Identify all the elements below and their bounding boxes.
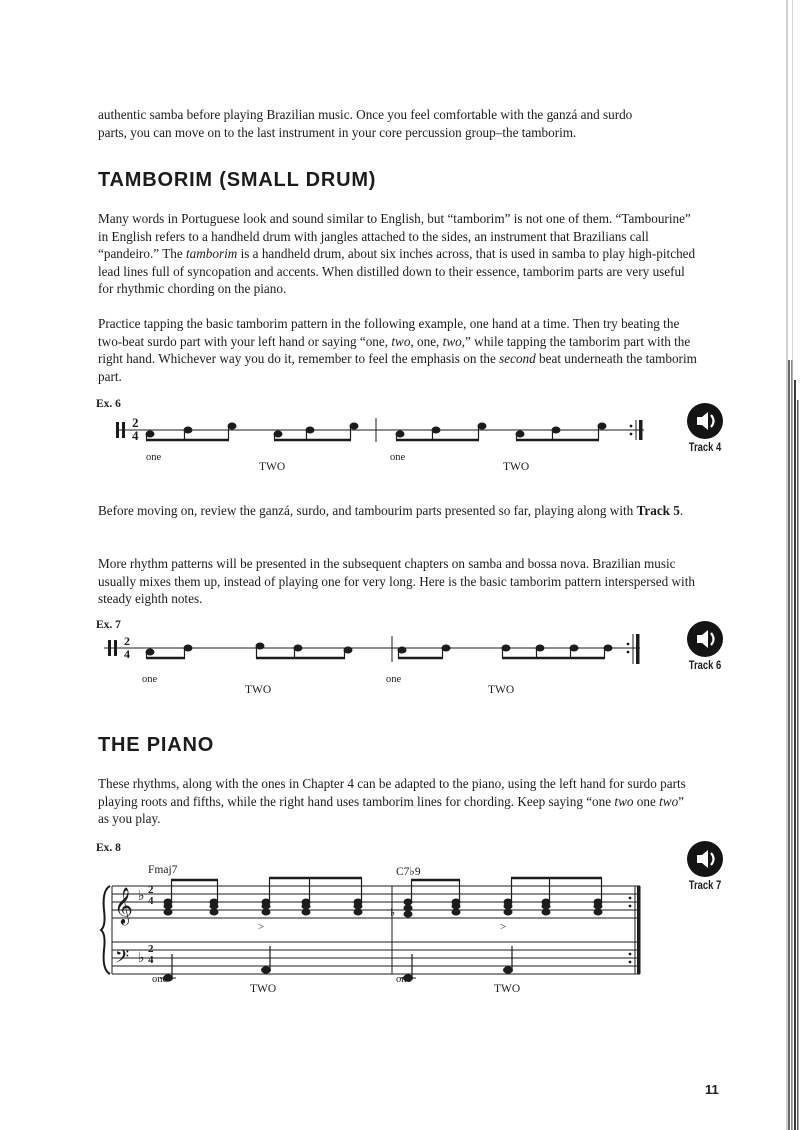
rhythm-patterns-paragraph: More rhythm patterns will be presented in the subsequent chapters on samba and bossa nova. Brazilian music usually mixes them up, instead of playing one for very long. Here is the basic tamborim pattern interspersed with steady eighth notes.	[98, 556, 695, 607]
example-7-label: Ex. 7	[96, 619, 121, 631]
track-6-label: Track 6	[688, 660, 722, 672]
treble-clef-icon: 𝄞	[114, 886, 133, 924]
speaker-icon	[686, 620, 724, 658]
text-run: Practice tapping the basic tamborim pattern in the following example, one hand at a time. Then try beating the two-beat surdo part with your left hand or saying “one,	[98, 316, 680, 349]
count-two: TWO	[503, 461, 530, 473]
treble-staff	[112, 886, 640, 918]
intro-line-1: authentic samba before playing Brazilian music. Once you feel comfortable with the ganzá and surdo	[98, 107, 633, 122]
tamborim-pattern-measure-4	[516, 423, 606, 440]
track-reference: Track 5	[636, 503, 680, 518]
count-two: TWO	[250, 983, 277, 995]
count-one: one	[142, 674, 158, 685]
tamborim-pattern-measure-1	[146, 423, 236, 440]
emphasis-text: two	[614, 793, 634, 809]
flat-icon: ♭	[138, 950, 145, 966]
speaker-icon	[686, 840, 724, 878]
time-signature-top: 2	[124, 634, 130, 648]
page-edge-decoration	[766, 0, 800, 1130]
count-two: TWO	[259, 461, 286, 473]
count-one: one	[152, 974, 168, 985]
flat-icon: ♭	[138, 888, 145, 904]
piano-paragraph	[98, 775, 698, 828]
tamborim-pattern-measure-1	[146, 643, 352, 658]
track-6-indicator	[680, 620, 730, 672]
emphasis-text: tamborim	[186, 246, 238, 262]
count-one: one	[146, 452, 162, 463]
text-run: Before moving on, review the ganzá, surdo, and tambourim parts presented so far, playing along with	[98, 503, 637, 518]
track-4-label: Track 4	[688, 442, 722, 454]
example-6-label: Ex. 6	[96, 398, 121, 410]
track-4-indicator	[680, 402, 730, 454]
text-run: one	[633, 793, 660, 809]
emphasis-text: second	[499, 351, 536, 367]
intro-line-2: parts, you can move on to the last instrument in your core percussion group–the tamborim.	[98, 125, 577, 140]
count-two: TWO	[488, 684, 515, 696]
emphasis-text: two	[442, 333, 462, 349]
emphasis-text: two	[391, 333, 411, 349]
time-signature-bottom: 4	[124, 647, 130, 661]
track-7-label: Track 7	[688, 880, 722, 892]
time-signature-top: 2	[148, 884, 154, 896]
time-signature-top: 2	[132, 415, 139, 430]
time-signature-bottom: 4	[132, 428, 139, 443]
section-heading-tamborim: TAMBORIM (SMALL DRUM)	[98, 169, 377, 191]
right-hand-chords-measure-1	[164, 878, 362, 915]
bass-clef-icon: 𝄢	[115, 947, 130, 972]
time-signature-top: 2	[148, 943, 154, 955]
page-number: 11	[705, 1082, 719, 1097]
text-run: These rhythms, along with the ones in Chapter 4 can be adapted to the piano, using the left hand for surdo parts playing roots and fifths, while the right hand uses tamborim lines for chording. Keep saying “one	[98, 776, 686, 809]
count-two: TWO	[245, 684, 272, 696]
flat-icon: ♭	[390, 906, 396, 919]
tamborim-paragraph-2	[98, 315, 698, 385]
review-paragraph	[98, 502, 698, 520]
section-heading-piano: THE PIANO	[98, 734, 215, 756]
count-one: one	[396, 974, 412, 985]
text-run: ” as you play.	[98, 793, 685, 827]
chord-symbol-fmaj7: Fmaj7	[148, 864, 178, 876]
speaker-icon	[686, 402, 724, 440]
accent-mark: >	[500, 921, 507, 933]
bass-staff	[112, 942, 640, 974]
left-hand-bass-notes	[160, 946, 513, 981]
count-two: TWO	[494, 983, 521, 995]
text-run: is a handheld drum, about six inches across, that is used in samba to play high-pitched lead lines full of syncopation and accents. When distilled down to their essence, tamborim parts are very useful for rhythmic chording on the piano.	[98, 246, 696, 297]
right-hand-chords-measure-2	[390, 878, 602, 919]
tamborim-pattern-measure-3	[396, 423, 486, 440]
time-signature-bottom: 4	[148, 954, 154, 966]
text-run: Many words in Portuguese look and sound similar to English, but “tamborim” is not one of them. “Tambourine” in English refers to a handheld drum with jangles attached to the sides, an instrument that Brazilians call “pandeiro.” The	[98, 211, 691, 262]
text-run: ,” while tapping the tamborim part with the right hand. Whichever way you do it, remember to feel the emphasis on the	[98, 333, 691, 367]
emphasis-text: two	[659, 793, 679, 809]
count-one: one	[390, 452, 406, 463]
text-run: , one,	[410, 333, 443, 349]
chord-symbol-c7b9: C7♭9	[396, 866, 421, 878]
time-signature-bottom: 4	[148, 895, 154, 907]
eighth-notes-measure-2	[398, 645, 612, 658]
example-7-rhythm-staff	[100, 630, 660, 675]
example-8-label: Ex. 8	[96, 842, 121, 854]
example-8-piano-grand-staff	[100, 870, 660, 980]
text-run: beat underneath the tamborim part.	[98, 351, 697, 384]
track-7-indicator	[680, 840, 730, 892]
tamborim-pattern-measure-2	[274, 423, 358, 440]
count-one: one	[386, 674, 402, 685]
accent-mark: >	[258, 921, 265, 933]
text-run: .	[679, 503, 684, 518]
tamborim-paragraph-1	[98, 210, 698, 298]
